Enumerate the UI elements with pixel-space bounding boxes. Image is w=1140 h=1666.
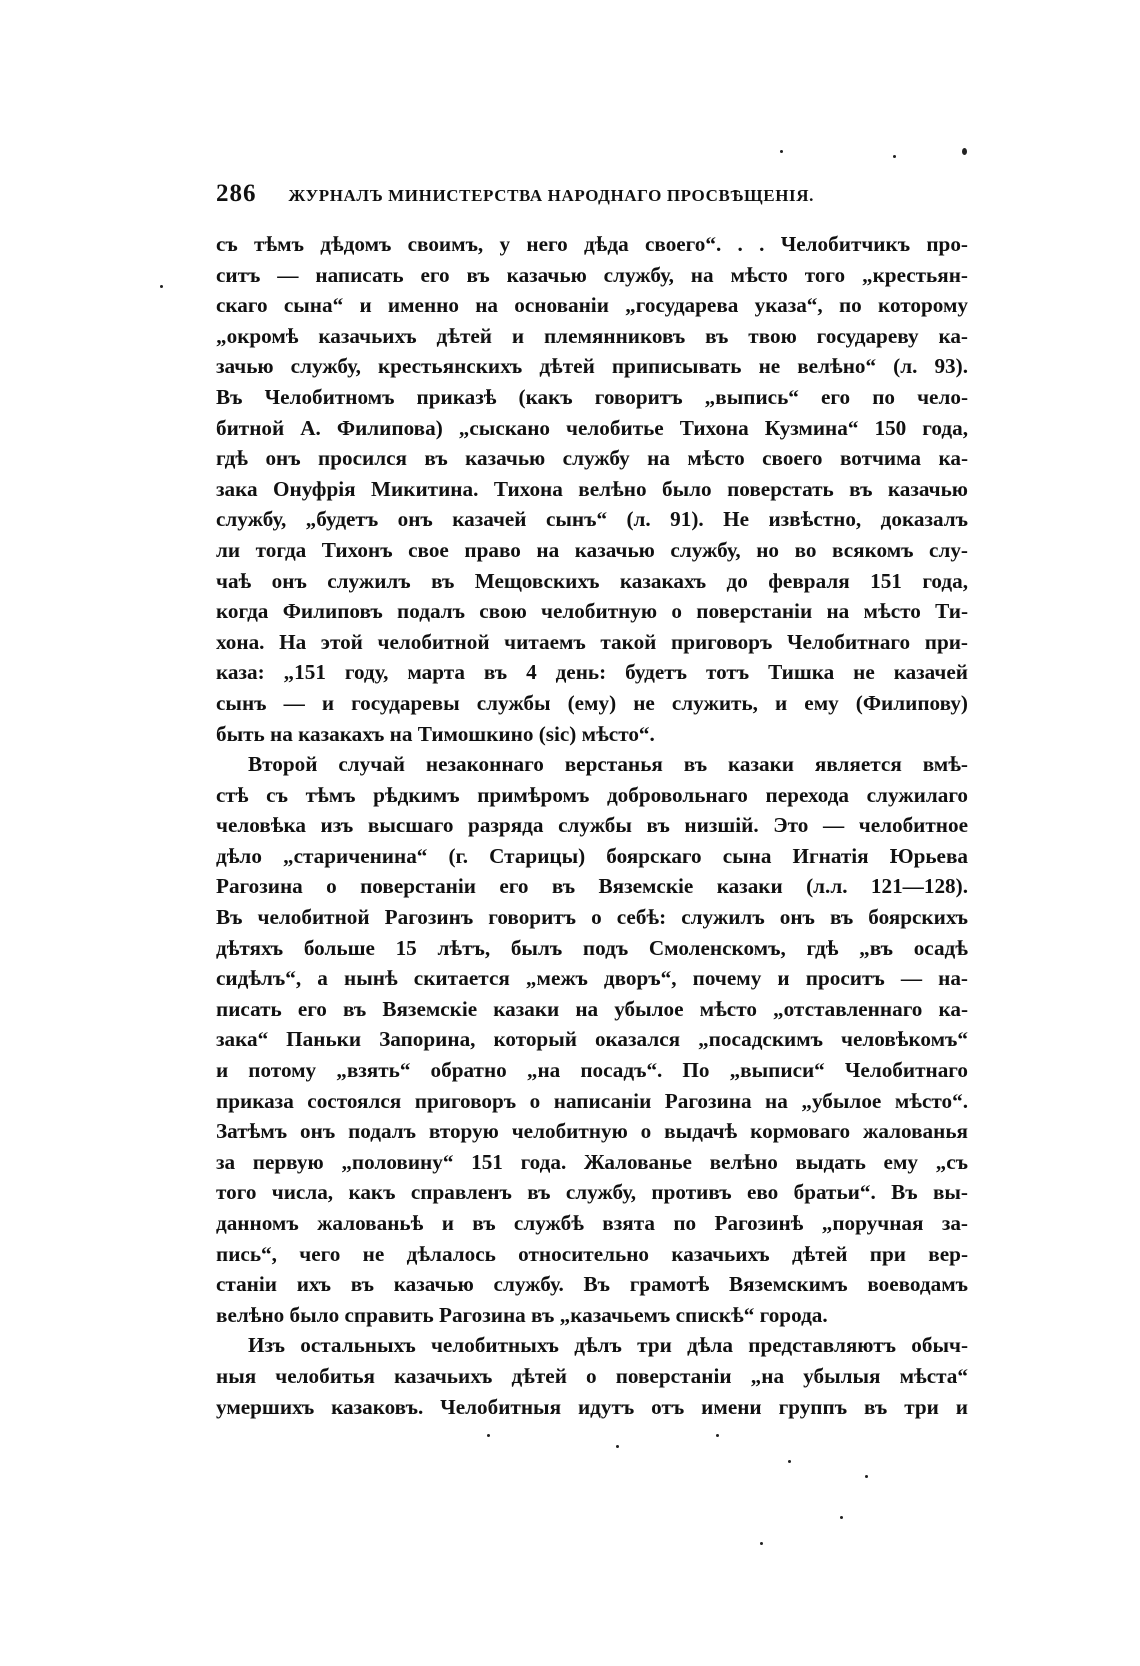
scan-speck bbox=[840, 1516, 843, 1519]
scan-speck bbox=[760, 1542, 763, 1545]
text-line: сидѣлъ“, а нынѣ скитается „межъ дворъ“, почему и проситъ — на- bbox=[216, 966, 968, 991]
text-line: велѣно было справить Рагозина въ „казачьемъ спискѣ“ города. bbox=[216, 1302, 828, 1327]
text-line: дѣло „стариченина“ (г. Старицы) боярскаго сына Игнатія Юрьева bbox=[216, 843, 968, 868]
text-line: за первую „половину“ 151 года. Жалованье велѣно выдать ему „съ bbox=[216, 1149, 968, 1174]
scan-speck bbox=[487, 1434, 490, 1437]
text-line: пись“, чего не дѣлалось относительно казачьихъ дѣтей при вер- bbox=[216, 1241, 968, 1266]
scan-speck bbox=[788, 1460, 791, 1463]
paragraph-3 bbox=[216, 1330, 968, 1422]
body-text bbox=[216, 229, 968, 1422]
text-line: Второй случай незаконнаго верстанья въ казаки является вмѣ- bbox=[248, 752, 968, 777]
scan-speck bbox=[160, 285, 163, 288]
text-line: быть на казакахъ на Тимошкино (sic) мѣсто“. bbox=[216, 721, 655, 746]
text-line: „окромѣ казачьихъ дѣтей и племянниковъ въ твою государеву ка- bbox=[216, 323, 968, 348]
running-head bbox=[216, 180, 968, 214]
text-line: съ тѣмъ дѣдомъ своимъ, у него дѣда своего“. . . Челобитчикъ про- bbox=[216, 232, 968, 256]
text-line: Въ челобитной Рагозинъ говоритъ о себѣ: служилъ онъ въ боярскихъ bbox=[216, 905, 968, 930]
text-line: ли тогда Тихонъ свое право на казачью службу, но во всякомъ слу- bbox=[216, 537, 968, 562]
text-line: приказа состоялся приговоръ о написаніи Рагозина на „убылое мѣсто“. bbox=[216, 1088, 968, 1113]
text-line: сынъ — и государевы службы (ему) не служить, и ему (Филипову) bbox=[216, 690, 968, 715]
text-line: человѣка изъ высшаго разряда службы въ низшій. Это — челобитное bbox=[216, 813, 968, 838]
text-line: умершихъ казаковъ. Челобитныя идутъ отъ имени группъ въ три и bbox=[216, 1394, 968, 1419]
scan-speck bbox=[893, 155, 896, 158]
text-line: зака Онуфрія Микитина. Тихона велѣно было поверстать въ казачью bbox=[216, 476, 968, 501]
text-line: ситъ — написать его въ казачью службу, на мѣсто того „крестьян- bbox=[216, 262, 968, 287]
text-line: стѣ съ тѣмъ рѣдкимъ примѣромъ добровольнаго перехода служилаго bbox=[216, 782, 968, 807]
scan-speck bbox=[616, 1445, 619, 1448]
text-line: того числа, какъ справленъ въ службу, противъ ево братьи“. Въ вы- bbox=[216, 1180, 968, 1205]
text-line: битной А. Филипова) „сыскано челобитье Тихона Кузмина“ 150 года, bbox=[216, 415, 968, 440]
text-line: дѣтяхъ больше 15 лѣтъ, былъ подъ Смоленскомъ, гдѣ „въ осадѣ bbox=[216, 935, 968, 960]
text-line: данномъ жалованьѣ и въ службѣ взята по Рагозинѣ „поручная за- bbox=[216, 1211, 968, 1235]
text-line: Затѣмъ онъ подалъ вторую челобитную о выдачѣ кормоваго жалованья bbox=[216, 1119, 968, 1144]
scan-speck bbox=[865, 1475, 868, 1478]
text-line: Рагозина о поверстаніи его въ Вяземскіе казаки (л.л. 121—128). bbox=[216, 874, 968, 899]
paragraph-1 bbox=[216, 229, 968, 749]
page-number: 286 bbox=[216, 180, 257, 207]
text-line: гдѣ онъ просился въ казачью службу на мѣсто своего вотчима ка- bbox=[216, 446, 968, 471]
paragraph-2 bbox=[216, 749, 968, 1330]
text-line: зачью службу, крестьянскихъ дѣтей приписывать не велѣно“ (л. 93). bbox=[216, 354, 968, 379]
text-line: станіи ихъ въ казачью службу. Въ грамотѣ Вяземскимъ воеводамъ bbox=[216, 1272, 968, 1297]
text-line: службу, „будетъ онъ казачей сынъ“ (л. 91). Не извѣстно, доказалъ bbox=[216, 507, 968, 532]
scan-speck bbox=[962, 148, 967, 155]
text-line: чаѣ онъ служилъ въ Мещовскихъ казакахъ до февраля 151 года, bbox=[216, 568, 968, 593]
text-line: каза: „151 году, марта въ 4 день: будетъ тотъ Тишка не казачей bbox=[216, 660, 968, 685]
text-line: скаго сына“ и именно на основаніи „государева указа“, по которому bbox=[216, 293, 968, 318]
text-line: писать его въ Вяземскіе казаки на убылое мѣсто „отставленнаго ка- bbox=[216, 996, 968, 1021]
journal-title: ЖУРНАЛЪ МИНИСТЕРСТВА НАРОДНАГО ПРОСВѢЩЕНІЯ. bbox=[288, 186, 814, 205]
text-line: когда Филиповъ подалъ свою челобитную о поверстаніи на мѣсто Ти- bbox=[216, 599, 968, 624]
text-line: ныя челобитья казачьихъ дѣтей о поверстаніи „на убылыя мѣста“ bbox=[216, 1363, 968, 1388]
text-line: хона. На этой челобитной читаемъ такой приговоръ Челобитнаго при- bbox=[216, 629, 968, 654]
scan-speck bbox=[780, 150, 783, 153]
text-line: и потому „взять“ обратно „на посадъ“. По „выписи“ Челобитнаго bbox=[216, 1058, 968, 1083]
text-line: Изъ остальныхъ челобитныхъ дѣлъ три дѣла представляютъ обыч- bbox=[248, 1333, 968, 1358]
text-line: Въ Челобитномъ приказѣ (какъ говоритъ „выпись“ его по чело- bbox=[216, 384, 968, 409]
text-line: зака“ Паньки Запорина, который оказался „посадскимъ человѣкомъ“ bbox=[216, 1027, 968, 1052]
scan-speck bbox=[716, 1434, 719, 1437]
